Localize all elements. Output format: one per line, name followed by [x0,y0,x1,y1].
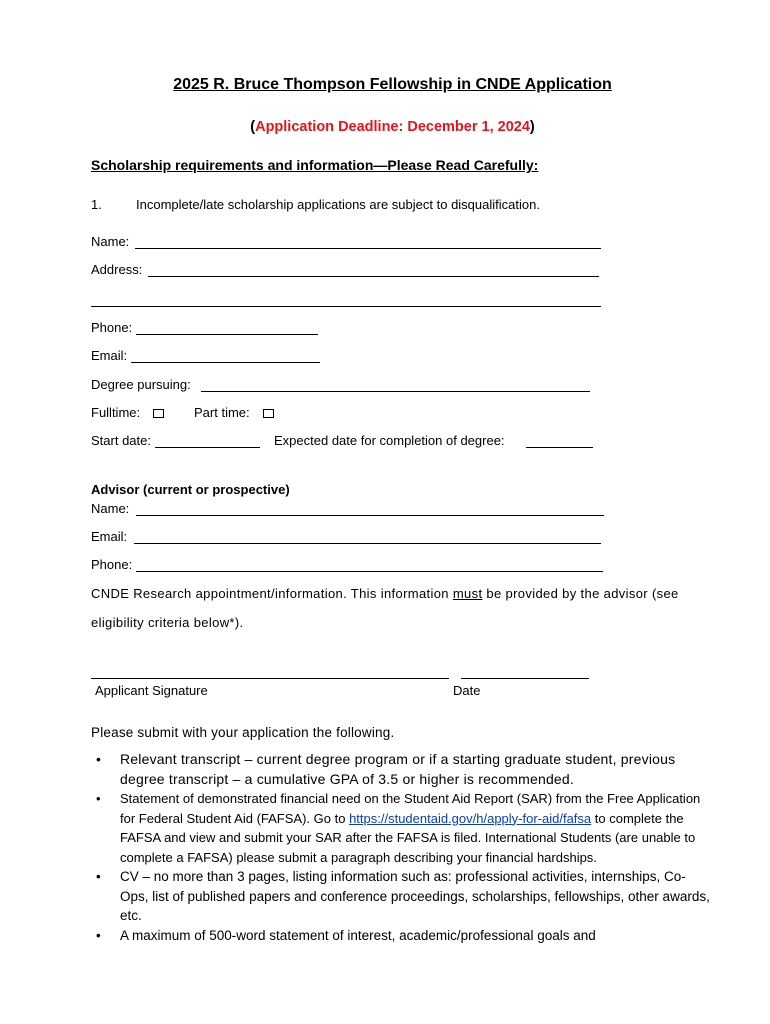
parttime-label: Part time: [194,405,250,420]
list-item-text-post: to complete the FAFSA and view and submit your SAR after the FAFSA is filed. International Students (are unable to complete a FAFSA) please submit a paragraph describing your financial hardships. [120,810,696,865]
signature-date-field[interactable] [461,678,589,679]
applicant-signature-field[interactable] [91,678,449,679]
degree-pursuing-field[interactable] [201,391,590,392]
requirements-heading: Scholarship requirements and information—Please Read Carefully: [91,157,539,173]
advisor-phone-field[interactable] [136,571,603,572]
applicant-address-line2-field[interactable] [91,306,601,307]
applicant-name-label: Name: [91,234,130,249]
fafsa-link[interactable]: https://studentaid.gov/h/apply-for-aid/fafsa [349,810,592,826]
signature-date-label: Date [453,683,481,698]
bullet-icon: • [96,791,101,806]
rule-number: 1. [91,197,102,212]
applicant-email-field[interactable] [131,362,320,363]
bullet-icon: • [96,927,101,943]
list-item-text-pre: Statement of demonstrated financial need on the Student Aid Report (SAR) from the Free Application for Federal Student Aid (FAFSA). Go to [120,791,701,826]
list-item-text: CV – no more than 3 pages, listing information such as: professional activities, internships, Co-Ops, list of published papers and conference proceedings, scholarships, fellowships, other awards, etc. [120,869,710,923]
parttime-checkbox[interactable] [263,409,274,418]
deadline-text: Application Deadline: December 1, 2024 [255,119,530,135]
list-item-text: Relevant transcript – current degree program or if a starting graduate student, previous degree transcript – a cumulative GPA of 3.5 or higher is recommended. [120,751,676,787]
submit-intro: Please submit with your application the following. [91,725,395,740]
list-item [91,867,711,926]
advisor-heading: Advisor (current or prospective) [91,482,290,497]
list-item [91,789,711,867]
applicant-address-label: Address: [91,262,143,277]
application-deadline [0,119,770,135]
research-text-pre: CNDE Research appointment/information. This information [91,586,453,601]
bullet-icon: • [96,869,101,884]
deadline-open-paren: ( [250,119,256,135]
completion-date-label: Expected date for completion of degree: [274,433,505,448]
research-text-post: be provided by the advisor (see [482,586,679,601]
applicant-name-field[interactable] [135,248,601,249]
list-item [91,750,711,789]
deadline-close-paren: ) [529,119,535,135]
research-text-must: must [452,586,483,601]
applicant-phone-field[interactable] [136,334,318,335]
research-appointment-text [91,586,679,601]
completion-date-field[interactable] [526,447,593,448]
start-date-field[interactable] [155,447,260,448]
advisor-name-field[interactable] [136,515,604,516]
submission-requirements-list [91,750,711,945]
advisor-email-field[interactable] [134,543,601,544]
applicant-address-field[interactable] [148,276,599,277]
rule-text: Incomplete/late scholarship applications are subject to disqualification. [136,197,540,212]
applicant-signature-label: Applicant Signature [95,683,208,698]
degree-pursuing-label: Degree pursuing: [91,377,191,392]
start-date-label: Start date: [91,433,151,448]
page-title: 2025 R. Bruce Thompson Fellowship in CNDE Application [173,76,612,93]
advisor-email-label: Email: [91,529,128,544]
advisor-name-label: Name: [91,501,130,516]
fulltime-checkbox[interactable] [153,409,164,418]
advisor-phone-label: Phone: [91,557,133,572]
fulltime-label: Fulltime: [91,405,141,420]
list-item [91,926,711,946]
list-item-text: A maximum of 500-word statement of interest, academic/professional goals and [120,927,596,943]
bullet-icon: • [96,751,102,767]
research-appointment-text-line2: eligibility criteria below*). [91,615,244,630]
applicant-email-label: Email: [91,348,128,363]
applicant-phone-label: Phone: [91,320,133,335]
